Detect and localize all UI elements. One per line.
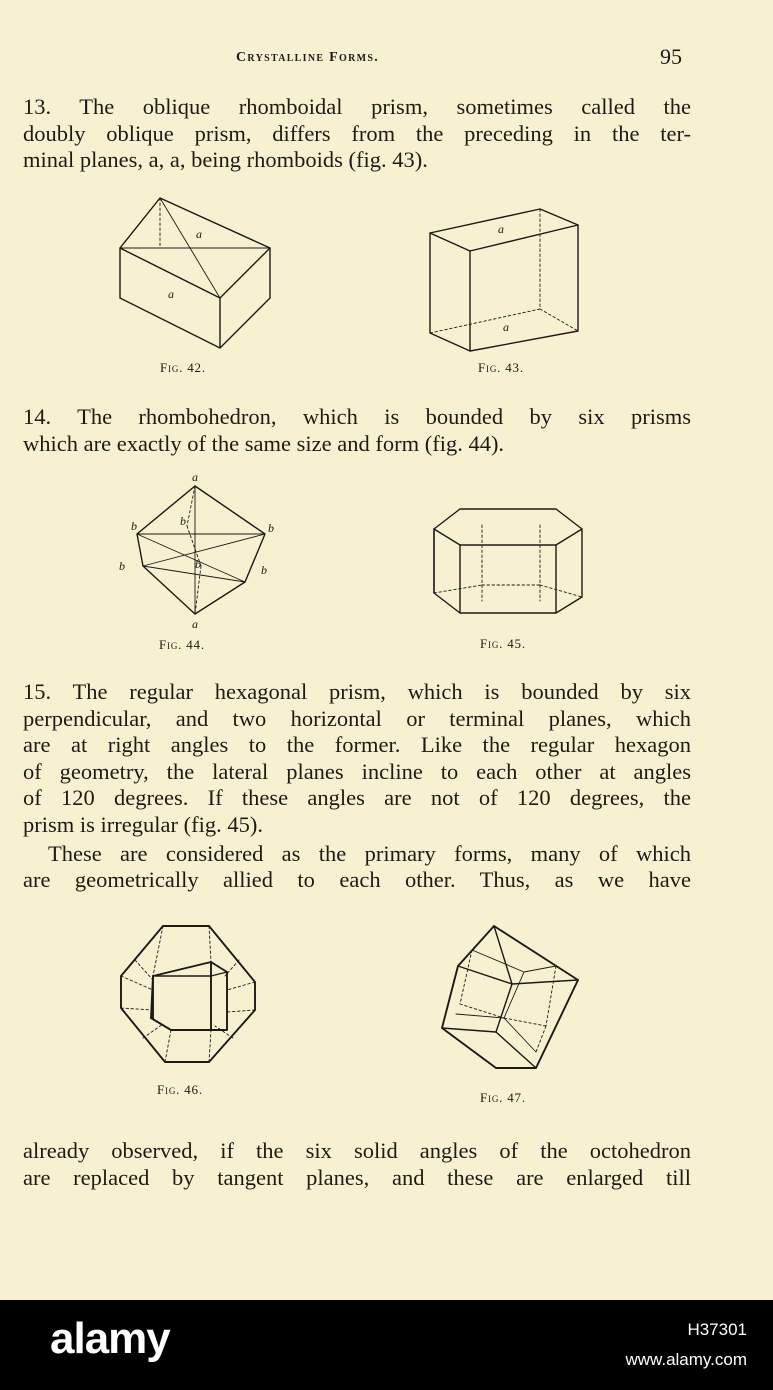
fig-44-label-b: b xyxy=(261,563,267,577)
fig-44-label-b: b xyxy=(131,519,137,533)
text-line: 13. The oblique rhomboidal prism, sometimes called the xyxy=(23,94,691,119)
text-line: minal planes, a, a, being rhomboids (fig. 43). xyxy=(23,147,428,172)
text-line: of geometry, the lateral planes incline to each other at angles xyxy=(23,758,691,784)
fig-42-caption: Fig. 42. xyxy=(160,360,206,375)
page-header xyxy=(0,46,773,72)
fig-42-label-a: a xyxy=(168,287,174,301)
text-line: of 120 degrees. If these angles are not of 120 degrees, the xyxy=(23,785,691,810)
figure-44 xyxy=(115,470,285,652)
fig-43-drawing xyxy=(428,205,583,355)
fig-43-label-a: a xyxy=(503,320,509,334)
figure-42 xyxy=(110,190,280,375)
text-line: These are considered as the primary forms, many of which xyxy=(48,841,691,866)
fig-43-caption: Fig. 43. xyxy=(478,360,524,375)
fig-44-label-a: a xyxy=(192,617,198,631)
site-url: www.alamy.com xyxy=(625,1350,747,1369)
text-line: doubly oblique prism, differs from the preceding in the ter- xyxy=(23,120,691,146)
fig-44-label-b: b xyxy=(268,521,274,535)
text-line: perpendicular, and two horizontal or terminal planes, which xyxy=(23,705,691,731)
figure-43 xyxy=(428,205,583,375)
fig-44-drawing xyxy=(115,470,285,630)
brand-logo: alamy xyxy=(50,1314,170,1363)
paragraph-13 xyxy=(23,94,691,174)
paragraph-16 xyxy=(48,841,691,868)
figure-45 xyxy=(432,505,587,651)
running-head: Crystalline Forms. xyxy=(236,50,379,65)
fig-46-caption: Fig. 46. xyxy=(157,1082,203,1097)
text-line: 15. The regular hexagonal prism, which is bounded by six xyxy=(23,679,691,704)
fig-44-label-b: b xyxy=(195,557,201,571)
fig-44-label-b: b xyxy=(119,559,125,573)
text-line: are at right angles to the former. Like the regular hexagon xyxy=(23,732,691,757)
figure-46 xyxy=(115,920,265,1097)
fig-46-drawing xyxy=(115,920,265,1070)
fig-43-label-a: a xyxy=(498,222,504,236)
figure-47 xyxy=(436,920,586,1105)
fig-44-label-a: a xyxy=(192,470,198,484)
watermark-footer xyxy=(0,1300,773,1390)
fig-44-label-b: b xyxy=(180,514,186,528)
paragraph-17 xyxy=(23,1138,691,1191)
fig-47-caption: Fig. 47. xyxy=(480,1090,526,1105)
image-id: H37301 xyxy=(687,1320,747,1339)
page-number: 95 xyxy=(660,44,682,69)
fig-42-label-a: a xyxy=(196,227,202,241)
fig-42-drawing xyxy=(110,190,280,360)
text-line: prism is irregular (fig. 45). xyxy=(23,811,263,837)
fig-47-drawing xyxy=(436,920,586,1075)
fig-45-drawing xyxy=(432,505,587,620)
text-line: already observed, if the six solid angles of the octohedron xyxy=(23,1138,691,1163)
text-line: are replaced by tangent planes, and these are enlarged till xyxy=(23,1164,691,1190)
text-line: 14. The rhombohedron, which is bounded by six prisms xyxy=(23,404,691,429)
text-line: are geometrically allied to each other. Thus, as we have xyxy=(23,867,691,892)
paragraph-14 xyxy=(23,404,691,457)
fig-45-caption: Fig. 45. xyxy=(480,636,526,651)
text-line: which are exactly of the same size and form (fig. 44). xyxy=(23,430,505,456)
paragraph-15 xyxy=(23,679,691,838)
fig-44-caption: Fig. 44. xyxy=(159,637,205,652)
paragraph-16-cont xyxy=(23,867,691,894)
